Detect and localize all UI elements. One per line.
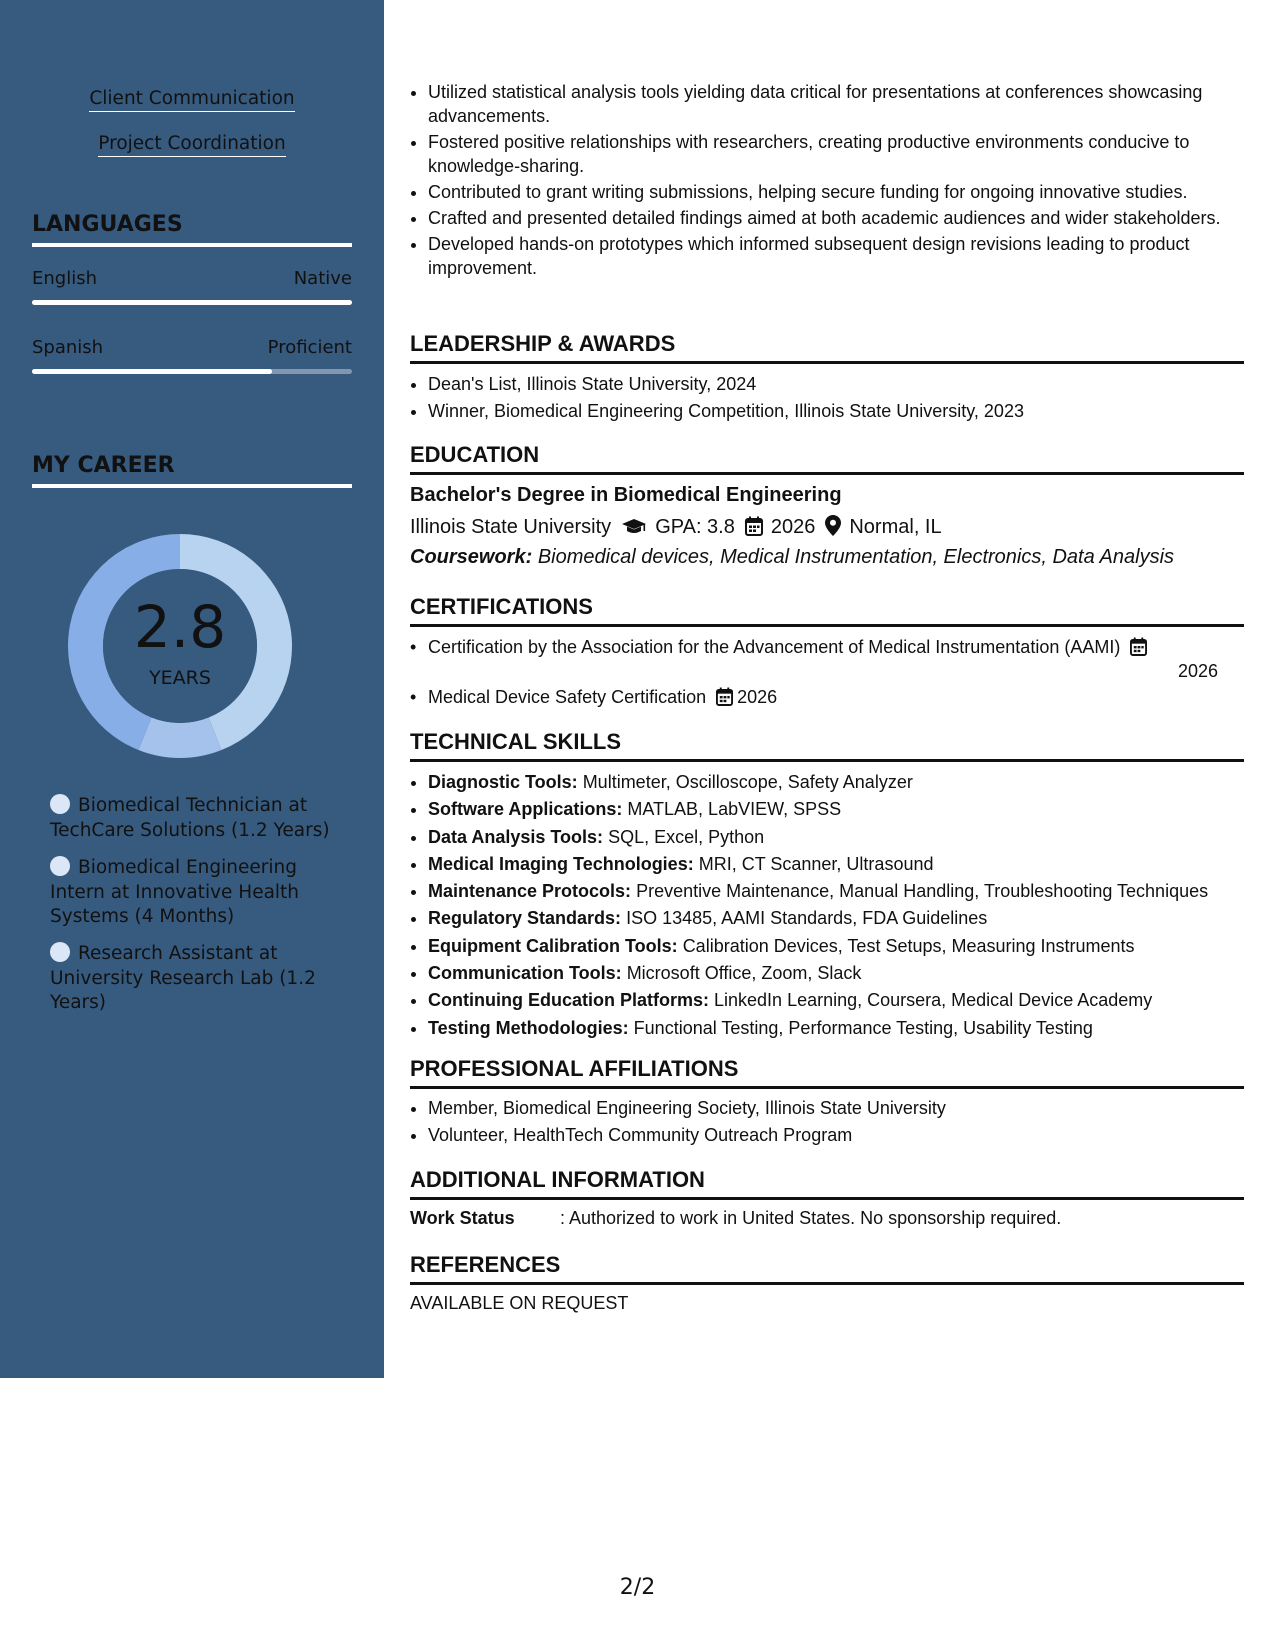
- list-item: • Developed hands-on prototypes which informed subsequent design revisions leading to product improvement.: [428, 232, 1262, 280]
- donut-segment: [138, 718, 221, 758]
- coursework-value: Biomedical devices, Medical Instrumentation, Electronics, Data Analysis: [537, 546, 1175, 568]
- list-item: • Continuing Education Platforms: LinkedIn Learning, Coursera, Medical Device Academy: [428, 987, 1262, 1014]
- career-item: Biomedical Engineering Intern at Innovative Health Systems (4 Months): [50, 857, 300, 927]
- list-item: • Medical Device Safety Certification 2026: [410, 687, 778, 707]
- affiliations-list: [410, 1096, 1262, 1147]
- technical-skills-list: [410, 769, 1262, 1042]
- list-item: • Diagnostic Tools: Multimeter, Oscilloscope, Safety Analyzer: [428, 769, 1262, 796]
- graduation-year: 2026: [770, 516, 816, 538]
- language-level: Proficient: [267, 337, 352, 358]
- list-item: • Medical Imaging Technologies: MRI, CT Scanner, Ultrasound: [428, 851, 1262, 878]
- references-heading: REFERENCES: [410, 1252, 1244, 1285]
- calendar-icon: [716, 687, 733, 706]
- list-item: • Utilized statistical analysis tools yielding data critical for presentations at conferences showcasing advancements.: [428, 80, 1262, 128]
- affiliations-heading: PROFESSIONAL AFFILIATIONS: [410, 1056, 1244, 1089]
- career-heading: MY CAREER: [32, 453, 352, 488]
- career-total: 2.8: [133, 593, 227, 661]
- languages-heading: LANGUAGES: [32, 212, 352, 247]
- list-item: • Testing Methodologies: Functional Testing, Performance Testing, Usability Testing: [428, 1015, 1262, 1042]
- certification-name: Medical Device Safety Certification: [428, 687, 707, 707]
- experience-bullets: [410, 80, 1262, 280]
- calendar-icon: [1130, 637, 1147, 656]
- skill-link[interactable]: Project Coordination: [0, 133, 384, 154]
- language-name: Spanish: [32, 337, 104, 358]
- page-number: 2/2: [619, 1575, 656, 1600]
- list-item: • Regulatory Standards: ISO 13485, AAMI Standards, FDA Guidelines: [428, 905, 1262, 932]
- work-status-value: : Authorized to work in United States. No sponsorship required.: [560, 1208, 1062, 1228]
- list-item: • Crafted and presented detailed findings aimed at both academic audiences and wider stakeholders.: [428, 206, 1262, 230]
- career-unit: YEARS: [149, 667, 211, 689]
- language-name: English: [32, 268, 97, 289]
- list-item: • Data Analysis Tools: SQL, Excel, Python: [428, 824, 1262, 851]
- list-item: • Volunteer, HealthTech Community Outreach Program: [428, 1123, 1262, 1147]
- list-item: • Winner, Biomedical Engineering Competition, Illinois State University, 2023: [428, 399, 1262, 423]
- school-name: Illinois State University: [410, 516, 612, 538]
- education-details: [410, 515, 942, 539]
- gpa: GPA: 3.8: [655, 516, 735, 538]
- technical-skills-heading: TECHNICAL SKILLS: [410, 729, 1244, 762]
- career-item: Research Assistant at University Research Lab (1.2 Years): [50, 943, 316, 1013]
- list-item: • Maintenance Protocols: Preventive Maintenance, Manual Handling, Troubleshooting Techniques: [428, 878, 1262, 905]
- list-item: • Equipment Calibration Tools: Calibration Devices, Test Setups, Measuring Instruments: [428, 933, 1262, 960]
- language-level: Native: [293, 268, 352, 289]
- career-item: Biomedical Technician at TechCare Solutions (1.2 Years): [50, 795, 330, 841]
- degree-title: Bachelor's Degree in Biomedical Engineering: [410, 484, 842, 506]
- work-status-label: Work Status: [410, 1208, 515, 1228]
- language-bar: [32, 300, 352, 305]
- list-item: • Dean's List, Illinois State University, 2024: [428, 372, 1262, 396]
- graduation-cap-icon: [621, 518, 647, 536]
- coursework: [410, 546, 1174, 569]
- certifications-heading: CERTIFICATIONS: [410, 594, 1244, 627]
- legend-dot-icon: [50, 942, 70, 962]
- certifications-list: [410, 635, 1244, 709]
- list-item: • Member, Biomedical Engineering Society, Illinois State University: [428, 1096, 1262, 1120]
- list-item: • Certification by the Association for the Advancement of Medical Instrumentation (AAMI) 2026: [410, 637, 1219, 681]
- list-item: • Fostered positive relationships with researchers, creating productive environments conducive to knowledge-sharing.: [428, 130, 1262, 178]
- certification-name: Certification by the Association for the Advancement of Medical Instrumentation (AAMI): [428, 637, 1121, 657]
- language-bar-fill: [32, 369, 272, 374]
- calendar-icon: [745, 516, 763, 536]
- certification-year: 2026: [1178, 661, 1219, 681]
- legend-dot-icon: [50, 856, 70, 876]
- work-status-row: [410, 1208, 1061, 1229]
- legend-dot-icon: [50, 794, 70, 814]
- language-row: [32, 337, 352, 358]
- references-text: AVAILABLE ON REQUEST: [410, 1293, 629, 1313]
- education-heading: EDUCATION: [410, 442, 1244, 475]
- coursework-label: Coursework:: [410, 546, 533, 568]
- language-row: [32, 268, 352, 289]
- list-item: • Software Applications: MATLAB, LabVIEW, SPSS: [428, 796, 1262, 823]
- skill-link[interactable]: Client Communication: [0, 88, 384, 109]
- list-item: • Contributed to grant writing submissions, helping secure funding for ongoing innovative studies.: [428, 180, 1262, 204]
- language-bar-fill: [32, 300, 352, 305]
- list-item: • Communication Tools: Microsoft Office, Zoom, Slack: [428, 960, 1262, 987]
- location-pin-icon: [825, 515, 841, 536]
- certification-year: 2026: [737, 687, 778, 707]
- awards-heading: LEADERSHIP & AWARDS: [410, 331, 1244, 364]
- awards-list: [410, 372, 1262, 423]
- school-location: Normal, IL: [849, 516, 942, 538]
- additional-info-heading: ADDITIONAL INFORMATION: [410, 1167, 1244, 1200]
- language-bar: [32, 369, 352, 374]
